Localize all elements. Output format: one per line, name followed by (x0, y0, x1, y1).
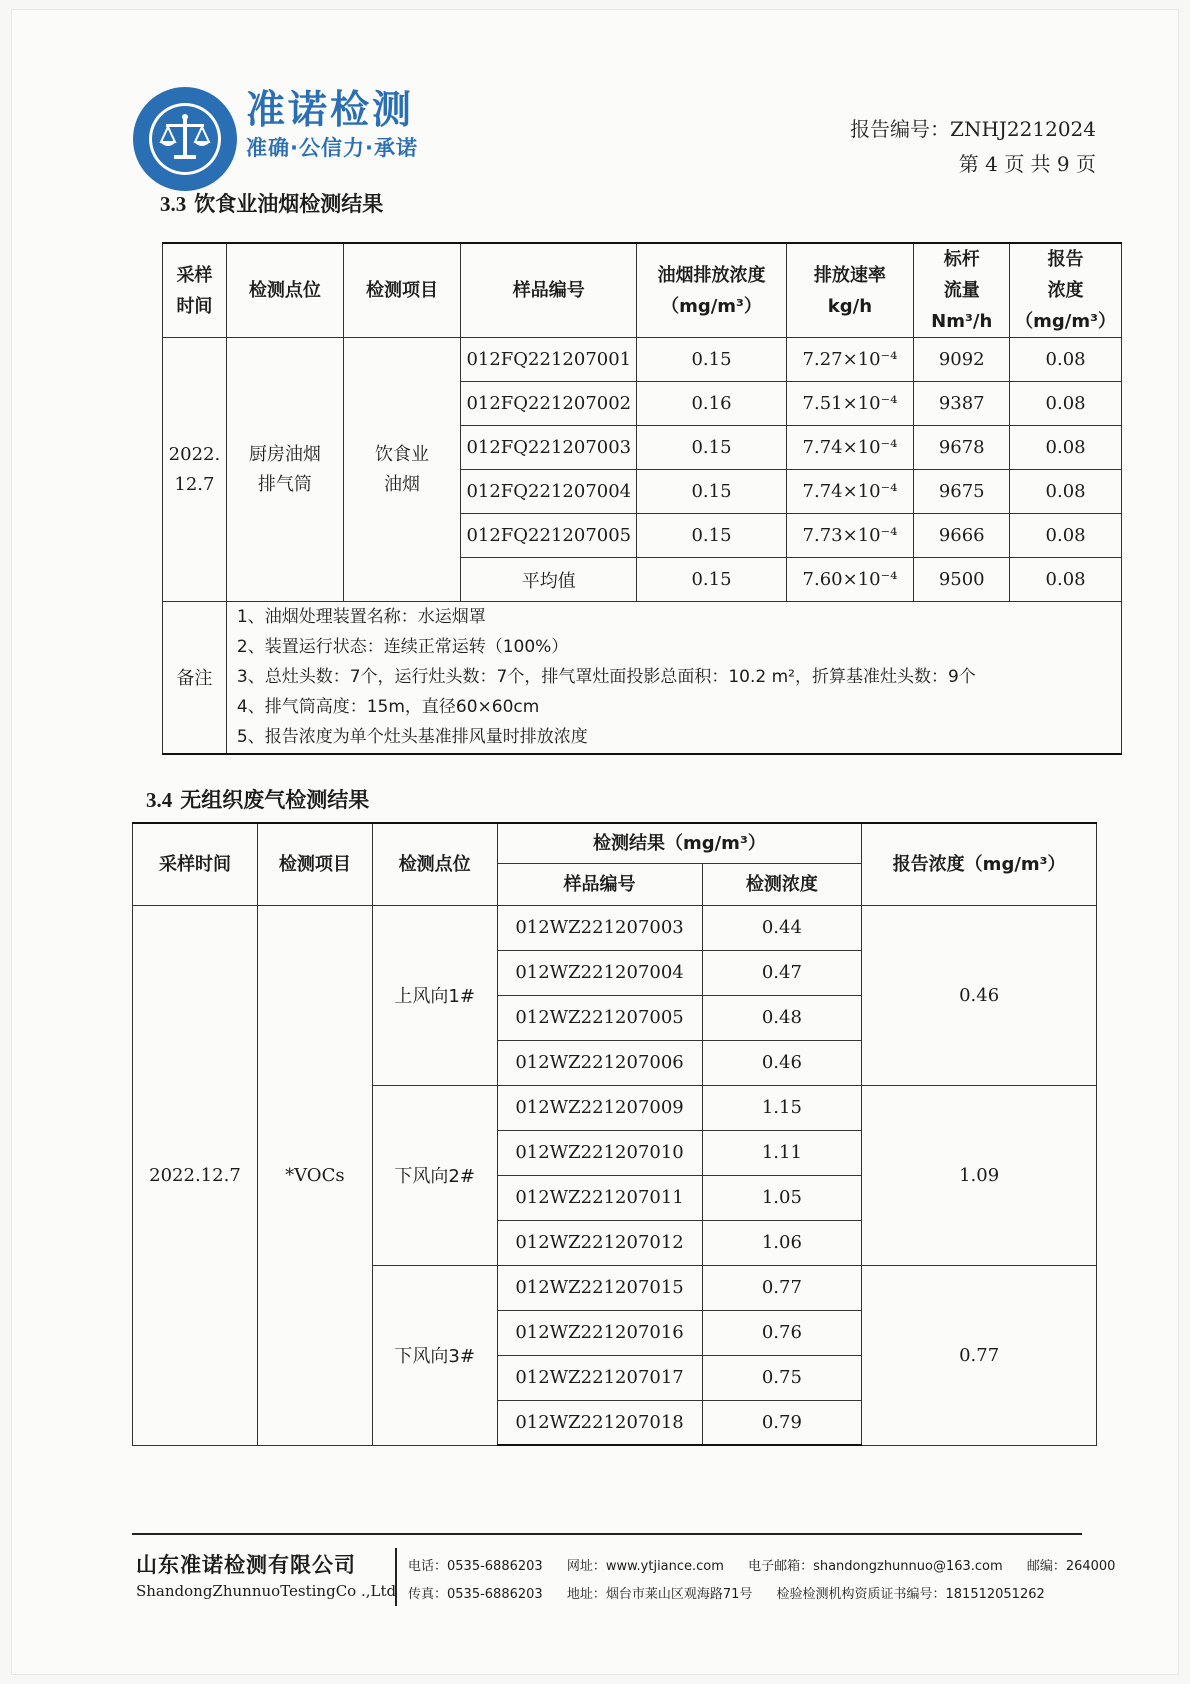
footer-address: 地址：烟台市莱山区观海路71号 (566, 1587, 753, 1602)
company-seal-logo-icon (130, 84, 240, 194)
section-heading: 饮食业油烟检测结果 (194, 192, 384, 216)
col-header-item: 检测项目 (343, 243, 460, 338)
emission-rate: 7.73×10⁻⁴ (786, 514, 914, 558)
footer-email: 电子邮箱：shandongzhunnuo@163.com (748, 1559, 1003, 1574)
page-number: 第 4 页 共 9 页 (958, 152, 1096, 176)
table-header-row (133, 823, 1097, 863)
sample-id: 012WZ221207015 (497, 1265, 702, 1310)
footer-company (136, 1550, 396, 1602)
emission-rate: 7.60×10⁻⁴ (786, 558, 914, 602)
brand-slogan: 准确·公信力·承诺 (246, 136, 418, 160)
sample-id: 012FQ221207001 (461, 338, 637, 382)
col-header-item: 检测项目 (257, 823, 372, 905)
footer-cert: 检验检测机构资质证书编号：181512051262 (776, 1587, 1045, 1602)
sample-id: 012WZ221207012 (497, 1220, 702, 1265)
table-row (163, 338, 1122, 382)
detected-conc: 1.06 (702, 1220, 862, 1265)
emission-conc: 0.15 (637, 426, 786, 470)
detected-conc: 0.48 (702, 995, 862, 1040)
brand-name: 准诺检测 (246, 88, 415, 133)
sampling-date: 2022.12.7 (133, 905, 258, 1445)
report-conc: 0.08 (1010, 338, 1122, 382)
section-heading: 无组织废气检测结果 (180, 788, 370, 812)
sample-id: 012FQ221207003 (461, 426, 637, 470)
detected-conc: 0.47 (702, 950, 862, 995)
footer-separator (395, 1548, 397, 1606)
report-conc: 1.09 (862, 1085, 1097, 1265)
sample-id: 012WZ221207009 (497, 1085, 702, 1130)
section-number: 3.4 (146, 788, 173, 812)
col-header-sample: 样品编号 (461, 243, 637, 338)
remark-item: 4、排气筒高度：15m，直径60×60cm (236, 697, 540, 718)
report-conc: 0.77 (862, 1265, 1097, 1445)
col-header-time: 采样 时间 (163, 243, 227, 338)
remark-item: 1、油烟处理装置名称：水运烟罩 (236, 607, 486, 628)
detected-conc: 0.77 (702, 1265, 862, 1310)
col-header-report: 报告 浓度 （mg/m³） (1010, 243, 1122, 338)
sample-id: 012WZ221207005 (497, 995, 702, 1040)
standard-flow: 9675 (914, 470, 1010, 514)
remark-item: 3、总灶头数：7个，运行灶头数：7个，排气罩灶面投影总面积：10.2 m²，折算基准灶头数：9个 (236, 667, 976, 688)
footer-website: 网址：www.ytjiance.com (566, 1559, 724, 1574)
company-name-en: ShandongZhunnuoTestingCo .,Ltd (136, 1582, 397, 1600)
sample-id: 012WZ221207003 (497, 905, 702, 950)
col-header-sample: 样品编号 (497, 863, 702, 905)
col-header-point: 检测点位 (372, 823, 497, 905)
col-header-time: 采样时间 (133, 823, 258, 905)
detection-point: 厨房油烟 排气筒 (226, 338, 343, 602)
report-page (12, 10, 1178, 1674)
col-header-report: 报告浓度（mg/m³） (862, 823, 1097, 905)
remark-item: 5、报告浓度为单个灶头基准排风量时排放浓度 (236, 727, 588, 748)
detection-point: 下风向3# (372, 1265, 497, 1445)
section-3-4-title (146, 784, 369, 814)
sample-id: 012FQ221207002 (461, 382, 637, 426)
report-number: 报告编号：ZNHJ2212024 (850, 117, 1096, 141)
brand-block (246, 88, 418, 162)
footer-postcode: 邮编：264000 (1026, 1559, 1116, 1574)
sample-id: 012FQ221207004 (461, 470, 637, 514)
remarks-list (226, 602, 1121, 754)
company-name-zh: 山东准诺检测有限公司 (136, 1553, 356, 1577)
col-header-conc: 油烟排放浓度 （mg/m³） (637, 243, 786, 338)
detected-conc: 1.05 (702, 1175, 862, 1220)
remark-item: 2、装置运行状态：连续正常运转（100%） (236, 637, 569, 658)
col-header-rate: 排放速率 kg/h (786, 243, 914, 338)
sample-id: 012WZ221207016 (497, 1310, 702, 1355)
footer-contact (408, 1553, 1135, 1609)
emission-conc: 0.15 (637, 558, 786, 602)
detected-conc: 0.75 (702, 1355, 862, 1400)
detection-item: *VOCs (257, 905, 372, 1445)
sample-id: 012WZ221207017 (497, 1355, 702, 1400)
standard-flow: 9666 (914, 514, 1010, 558)
emission-rate: 7.74×10⁻⁴ (786, 470, 914, 514)
detection-item: 饮食业 油烟 (343, 338, 460, 602)
standard-flow: 9387 (914, 382, 1010, 426)
sampling-date: 2022. 12.7 (163, 338, 227, 602)
report-conc: 0.46 (862, 905, 1097, 1085)
standard-flow: 9678 (914, 426, 1010, 470)
emission-conc: 0.15 (637, 470, 786, 514)
standard-flow: 9092 (914, 338, 1010, 382)
table-header-row (163, 243, 1122, 338)
report-conc: 0.08 (1010, 426, 1122, 470)
report-conc: 0.08 (1010, 514, 1122, 558)
report-conc: 0.08 (1010, 470, 1122, 514)
cooking-fume-table (162, 242, 1122, 755)
footer-divider (132, 1533, 1082, 1535)
emission-conc: 0.15 (637, 338, 786, 382)
emission-conc: 0.16 (637, 382, 786, 426)
sample-id: 012FQ221207005 (461, 514, 637, 558)
average-label: 平均值 (461, 558, 637, 602)
detected-conc: 1.11 (702, 1130, 862, 1175)
sample-id: 012WZ221207011 (497, 1175, 702, 1220)
detected-conc: 0.76 (702, 1310, 862, 1355)
emission-rate: 7.27×10⁻⁴ (786, 338, 914, 382)
footer-contact-line-2 (408, 1581, 1135, 1609)
emission-rate: 7.74×10⁻⁴ (786, 426, 914, 470)
remarks-row (163, 602, 1122, 754)
sample-id: 012WZ221207004 (497, 950, 702, 995)
detected-conc: 0.44 (702, 905, 862, 950)
fugitive-gas-table (132, 822, 1097, 1446)
report-meta (850, 112, 1096, 182)
emission-rate: 7.51×10⁻⁴ (786, 382, 914, 426)
section-number: 3.3 (160, 192, 187, 216)
col-header-flow: 标杆 流量 Nm³/h (914, 243, 1010, 338)
remarks-label: 备注 (163, 602, 227, 754)
section-3-3-title (160, 188, 383, 218)
standard-flow: 9500 (914, 558, 1010, 602)
detection-point: 上风向1# (372, 905, 497, 1085)
footer-contact-line-1 (408, 1553, 1135, 1581)
detection-point: 下风向2# (372, 1085, 497, 1265)
col-header-conc: 检测浓度 (702, 863, 862, 905)
col-header-point: 检测点位 (226, 243, 343, 338)
sample-id: 012WZ221207006 (497, 1040, 702, 1085)
table-row (133, 905, 1097, 950)
report-conc: 0.08 (1010, 558, 1122, 602)
detected-conc: 1.15 (702, 1085, 862, 1130)
detected-conc: 0.46 (702, 1040, 862, 1085)
report-conc: 0.08 (1010, 382, 1122, 426)
footer-phone: 电话：0535-6886203 (408, 1559, 543, 1574)
sample-id: 012WZ221207010 (497, 1130, 702, 1175)
detected-conc: 0.79 (702, 1400, 862, 1445)
col-header-result-group: 检测结果（mg/m³） (497, 823, 862, 863)
sample-id: 012WZ221207018 (497, 1400, 702, 1445)
emission-conc: 0.15 (637, 514, 786, 558)
footer-fax: 传真：0535-6886203 (408, 1587, 543, 1602)
